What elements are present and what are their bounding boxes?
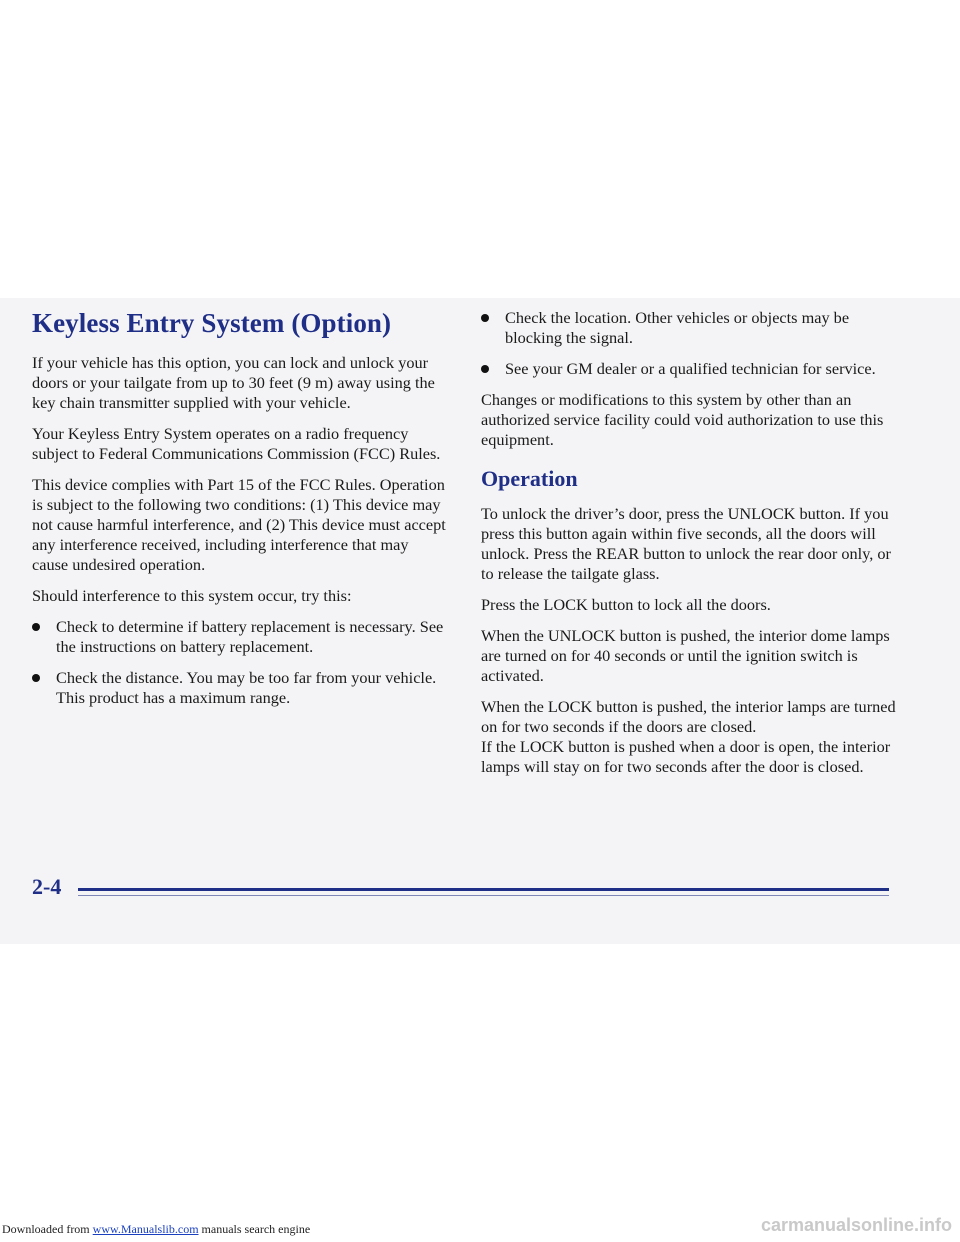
radio-frequency-paragraph: Your Keyless Entry System operates on a radio frequency subject to Federal Communications Commission (FCC) Rules. — [32, 424, 441, 463]
lock-paragraph: Press the LOCK button to lock all the doors. — [481, 595, 771, 614]
right-column — [481, 308, 901, 788]
list-item — [32, 617, 447, 657]
bullet-icon — [32, 674, 40, 682]
modifications-paragraph: Changes or modifications to this system by other than an authorized service facility could void authorization to use this equipment. — [481, 390, 884, 449]
download-suffix: manuals search engine — [198, 1222, 311, 1236]
interference-paragraph: Should interference to this system occur, try this: — [32, 586, 352, 605]
fcc-compliance-paragraph: This device complies with Part 15 of the FCC Rules. Operation is subject to the following two conditions: (1) This device may not cause harmful interference, and (2) This device must accept any interference received, including interference that may cause undesired operation. — [32, 475, 446, 574]
unlock-paragraph: To unlock the driver’s door, press the UNLOCK button. If you press this button again within five seconds, all the doors will unlock. Press the REAR button to unlock the rear door only, or to release the tailgate glass. — [481, 504, 891, 583]
list-item-text: Check the location. Other vehicles or objects may be blocking the signal. — [505, 308, 850, 347]
troubleshoot-list — [32, 617, 447, 708]
list-item — [32, 668, 447, 708]
footer-rule-thin — [78, 895, 889, 896]
download-prefix: Downloaded from — [2, 1222, 93, 1236]
operation-heading: Operation — [481, 466, 578, 491]
list-item — [481, 308, 901, 348]
download-bar — [2, 1222, 310, 1237]
footer-rule — [78, 888, 889, 891]
list-item-text: Check the distance. You may be too far from your vehicle. This product has a maximum range. — [56, 668, 437, 707]
bullet-icon — [481, 365, 489, 373]
bullet-icon — [32, 623, 40, 631]
page-number: 2-4 — [32, 874, 62, 899]
troubleshoot-list-continued — [481, 308, 901, 379]
list-item — [481, 359, 901, 379]
dome-lamp-paragraph: When the UNLOCK button is pushed, the interior dome lamps are turned on for 40 seconds or until the ignition switch is activated. — [481, 626, 890, 685]
section-title: Keyless Entry System (Option) — [32, 308, 392, 338]
manualslib-link[interactable]: www.Manualslib.com — [92, 1222, 199, 1236]
intro-paragraph: If your vehicle has this option, you can lock and unlock your doors or your tailgate from up to 30 feet (9 m) away using the key chain transmitter supplied with your vehicle. — [32, 353, 435, 412]
list-item-text: Check to determine if battery replacement is necessary. See the instructions on battery replacement. — [56, 617, 444, 656]
lock-lamp-paragraph: When the LOCK button is pushed, the interior lamps are turned on for two seconds if the doors are closed. — [481, 697, 896, 736]
door-open-paragraph: If the LOCK button is pushed when a door is open, the interior lamps will stay on for two seconds after the door is closed. — [481, 737, 891, 776]
watermark-logo: carmanualsonline.info — [760, 1215, 952, 1235]
bullet-icon — [481, 314, 489, 322]
left-column — [32, 308, 447, 719]
list-item-text: See your GM dealer or a qualified technician for service. — [505, 359, 876, 378]
